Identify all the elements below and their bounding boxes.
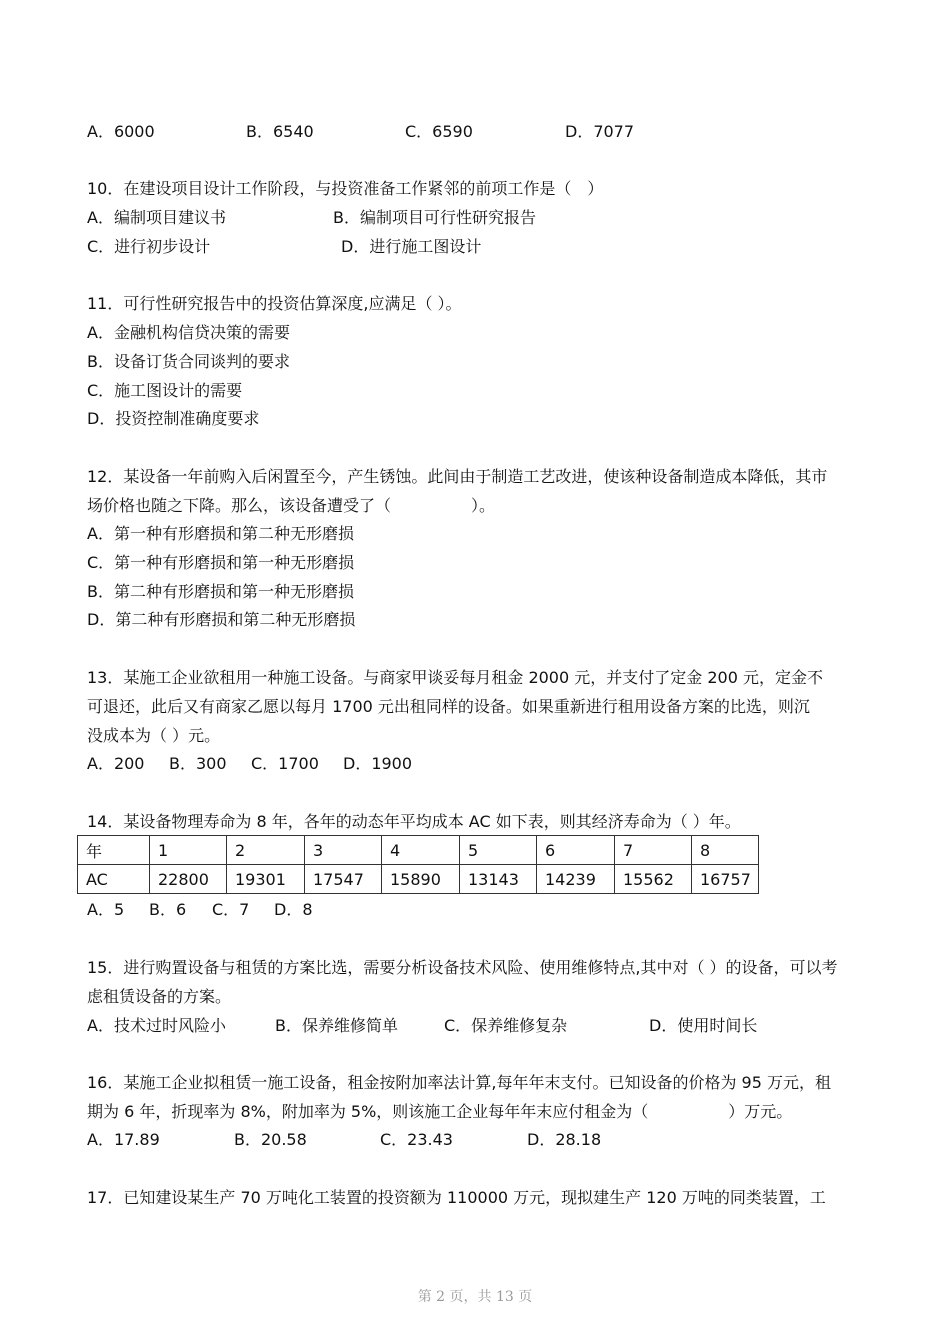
q13-option-c: C．1700 bbox=[251, 754, 319, 773]
q14-option-d: D．8 bbox=[274, 900, 313, 919]
table-cell: 年 bbox=[78, 836, 150, 865]
table-cell: 17547 bbox=[305, 865, 382, 894]
table-cell: 5 bbox=[460, 836, 537, 865]
q13-stem-line-3: 没成本为（ ）元。 bbox=[87, 726, 221, 745]
table-cell: 1 bbox=[150, 836, 227, 865]
q11-option-c: C．施工图设计的需要 bbox=[87, 381, 243, 400]
q17-stem-line-1: 17．已知建设某生产 70 万吨化工装置的投资额为 110000 万元，现拟建生产 120 万吨的同类装置，工 bbox=[87, 1188, 826, 1207]
q15-option-a: A．技术过时风险小 bbox=[87, 1016, 226, 1035]
table-cell: 7 bbox=[615, 836, 692, 865]
table-cell: 13143 bbox=[460, 865, 537, 894]
q13-option-b: B．300 bbox=[169, 754, 227, 773]
q11-option-a: A．金融机构信贷决策的需要 bbox=[87, 323, 290, 342]
q16-stem-line-2: 期为 6 年，折现率为 8%，附加率为 5%，则该施工企业每年年末应付租金为（ ）万元。 bbox=[87, 1102, 793, 1121]
q10-stem: 10．在建设项目设计工作阶段，与投资准备工作紧邻的前项工作是（ ） bbox=[87, 179, 604, 198]
table-cell: 4 bbox=[382, 836, 460, 865]
table-row bbox=[78, 865, 759, 894]
q15-stem-line-2: 虑租赁设备的方案。 bbox=[87, 987, 232, 1006]
table-cell: 14239 bbox=[537, 865, 615, 894]
q9-option-d: D．7077 bbox=[565, 122, 635, 141]
ac-table bbox=[77, 835, 759, 894]
q16-stem-line-1: 16．某施工企业拟租赁一施工设备，租金按附加率法计算,每年年末支付。已知设备的价格为 95 万元，租 bbox=[87, 1073, 831, 1092]
q10-option-b: B．编制项目可行性研究报告 bbox=[333, 208, 536, 227]
q13-option-d: D．1900 bbox=[343, 754, 413, 773]
q12-option-c: C．第一种有形磨损和第一种无形磨损 bbox=[87, 553, 355, 572]
q16-option-d: D．28.18 bbox=[527, 1130, 602, 1149]
q10-option-c: C．进行初步设计 bbox=[87, 237, 211, 256]
table-row bbox=[78, 836, 759, 865]
table-cell: 22800 bbox=[150, 865, 227, 894]
q11-option-b: B．设备订货合同谈判的要求 bbox=[87, 352, 290, 371]
table-cell: 8 bbox=[692, 836, 759, 865]
q16-option-b: B．20.58 bbox=[234, 1130, 307, 1149]
table-cell: 15562 bbox=[615, 865, 692, 894]
table-cell: AC bbox=[78, 865, 150, 894]
q12-option-a: A．第一种有形磨损和第二种无形磨损 bbox=[87, 524, 354, 543]
q12-stem-line-1: 12．某设备一年前购入后闲置至今，产生锈蚀。此间由于制造工艺改进，使该种设备制造成本降低，其市 bbox=[87, 467, 828, 486]
q15-option-c: C．保养维修复杂 bbox=[444, 1016, 568, 1035]
q9-option-b: B．6540 bbox=[246, 122, 314, 141]
q11-option-d: D．投资控制准确度要求 bbox=[87, 409, 260, 428]
q9-option-c: C．6590 bbox=[405, 122, 473, 141]
q15-option-b: B．保养维修简单 bbox=[275, 1016, 398, 1035]
table-cell: 6 bbox=[537, 836, 615, 865]
q10-option-a: A．编制项目建议书 bbox=[87, 208, 226, 227]
q12-option-d: D．第二种有形磨损和第二种无形磨损 bbox=[87, 610, 356, 629]
q9-option-a: A．6000 bbox=[87, 122, 155, 141]
table-cell: 16757 bbox=[692, 865, 759, 894]
q14-option-c: C．7 bbox=[212, 900, 250, 919]
q15-stem-line-1: 15．进行购置设备与租赁的方案比选，需要分析设备技术风险、使用维修特点,其中对（ ）的设备，可以考 bbox=[87, 958, 838, 977]
q14-option-b: B．6 bbox=[149, 900, 187, 919]
q15-option-d: D．使用时间长 bbox=[649, 1016, 758, 1035]
q14-option-a: A．5 bbox=[87, 900, 125, 919]
q16-option-c: C．23.43 bbox=[380, 1130, 453, 1149]
q16-option-a: A．17.89 bbox=[87, 1130, 160, 1149]
q14-stem: 14．某设备物理寿命为 8 年，各年的动态年平均成本 AC 如下表，则其经济寿命为（ ）年。 bbox=[87, 812, 741, 831]
q13-stem-line-1: 13．某施工企业欲租用一种施工设备。与商家甲谈妥每月租金 2000 元，并支付了定金 200 元，定金不 bbox=[87, 668, 823, 687]
q12-stem-line-2: 场价格也随之下降。那么，该设备遭受了（ ）。 bbox=[87, 496, 496, 515]
q11-stem: 11．可行性研究报告中的投资估算深度,应满足（ ）。 bbox=[87, 294, 462, 313]
table-cell: 19301 bbox=[227, 865, 305, 894]
table-cell: 15890 bbox=[382, 865, 460, 894]
q10-option-d: D．进行施工图设计 bbox=[341, 237, 482, 256]
page-footer: 第 2 页，共 13 页 bbox=[417, 1289, 533, 1305]
q13-option-a: A．200 bbox=[87, 754, 145, 773]
table-cell: 3 bbox=[305, 836, 382, 865]
table-cell: 2 bbox=[227, 836, 305, 865]
q12-option-b: B．第二种有形磨损和第一种无形磨损 bbox=[87, 582, 354, 601]
q13-stem-line-2: 可退还，此后又有商家乙愿以每月 1700 元出租同样的设备。如果重新进行租用设备方案的比选，则沉 bbox=[87, 697, 810, 716]
